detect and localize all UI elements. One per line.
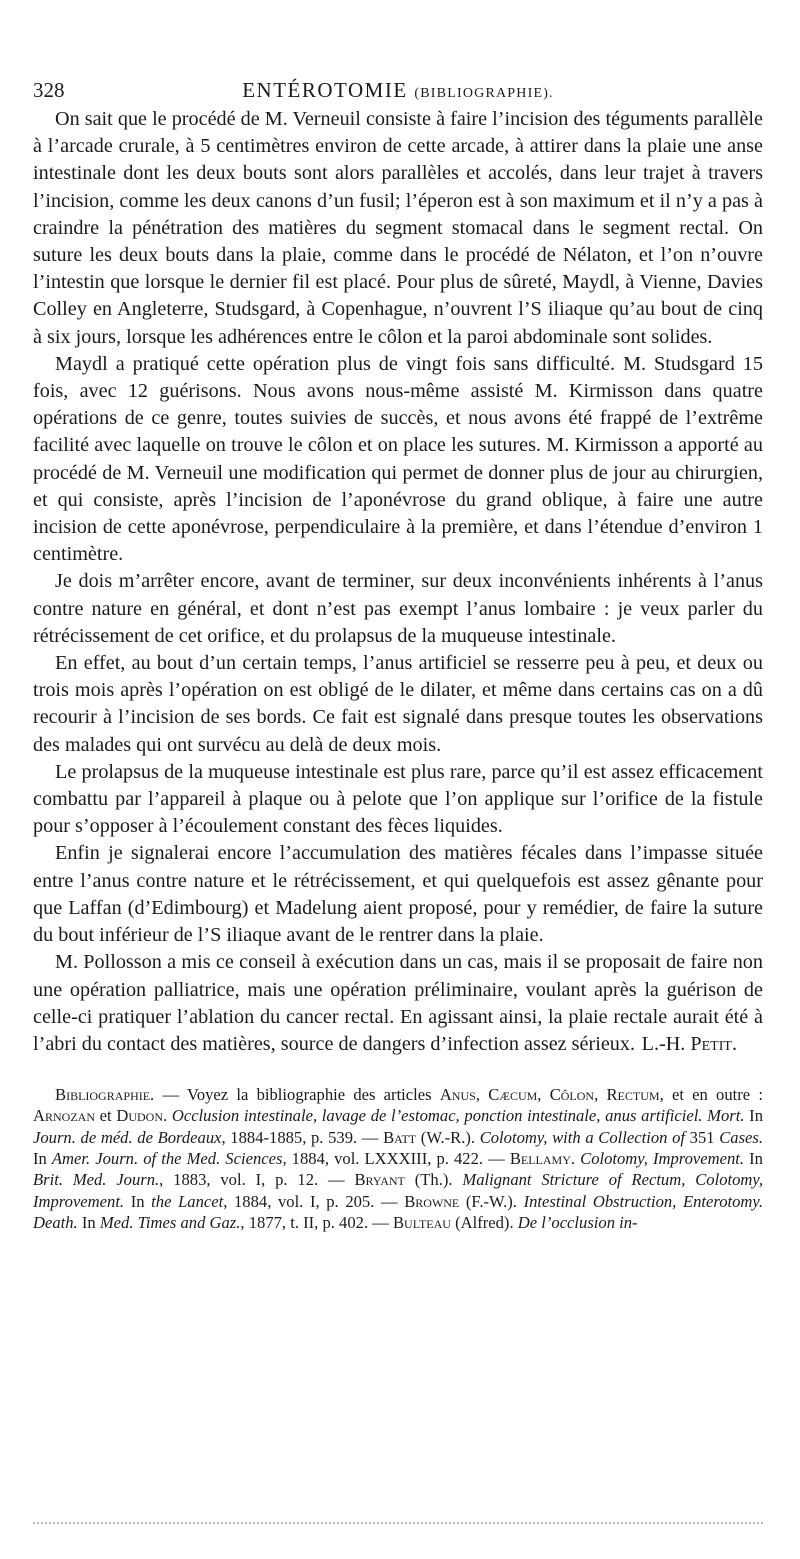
paragraph: M. Pollosson a mis ce conseil à exécution dans un cas, mais il se proposait de faire non une opération palliatrice, mais une opération préliminaire, voulant après la guérison de celle-ci pratiquer l’ablation du cancer rectal. En agissant ainsi, la plaie rectale aurait été à l’abri du contact des matières, source de dangers d’infection assez sérieux.: [33, 951, 763, 1055]
bibliography-title: Occlusion intestinale, lavage de l’estomac, ponction intestinale, anus artificiel. Mort.: [171, 1106, 745, 1126]
bottom-rule: [33, 1522, 763, 1526]
bibliography-text: (W.-R.).: [416, 1127, 480, 1147]
bibliography-author: Dudon: [116, 1106, 163, 1126]
bibliography-title: Journ. de méd. de Bordeaux: [33, 1127, 222, 1147]
bibliography-text: , 1877, t. II, p. 402. —: [240, 1212, 393, 1232]
bibliography-title: the Lancet: [151, 1191, 224, 1211]
bibliography-text: (Alfred).: [450, 1212, 518, 1232]
paragraph: Maydl a pratiqué cette opération plus de vingt fois sans difficulté. M. Studsgard 15 fois, avec 12 guérisons. Nous avons nous-même assisté M. Kirmisson dans quatre opérations de ce genre, toutes suivies de succès, et nous avons été frappé de l’extrême facilité avec laquelle on trouve le côlon et on place les sutures. M. Kirmisson a apporté au procédé de M. Verneuil une modification qui permet de donner plus de jour au chirurgien, et qui consiste, après l’incision de l’aponévrose du grand oblique, à faire une autre incision de cette aponévrose, perpendiculaire à la première, et dans l’étendue d’environ 1 centimètre.: [33, 352, 763, 566]
bibliography-text: et: [94, 1106, 117, 1126]
bibliography-text: 351: [685, 1127, 720, 1147]
bibliography-text: , et en outre :: [659, 1085, 764, 1105]
bibliography-text: (Th.).: [404, 1170, 463, 1190]
bibliography-text: , 1883, vol. I, p. 12. —: [159, 1170, 355, 1190]
bibliography-author: Batt: [383, 1127, 417, 1147]
book-page: [33, 70, 763, 1233]
bibliography-text: .: [570, 1149, 581, 1169]
bibliography-text: In: [744, 1149, 763, 1169]
bibliography-text: In: [124, 1191, 152, 1211]
paragraph: Enfin je signalerai encore l’accumulation des matières fécales dans l’impasse située entre l’anus contre nature et le rétrécissement, et qui quelquefois est assez gênante pour que Laffan (d’Edimbourg) et Madelung aient proposé, pour y remédier, de faire la suture du bout inférieur de l’S iliaque avant de le rentrer dans la plaie.: [33, 842, 763, 947]
bibliography-text: In: [744, 1106, 763, 1126]
bibliography-text: ,: [594, 1085, 607, 1105]
bibliography-text: (F.-W.).: [459, 1191, 524, 1211]
paragraph: Le prolapsus de la muqueuse intestinale est plus rare, parce qu’il est assez efficacement combattu par l’appareil à plaque ou à pelote que l’on applique sur l’orifice de la fistule pour s’opposer à l’écoulement constant des fèces liquides.: [33, 760, 763, 838]
paragraph: Je dois m’arrêter encore, avant de terminer, sur deux inconvénients inhérents à l’anus contre nature en général, et dont n’est pas exempt l’anus lombaire : je veux parler du rétrécissement de cet orifice, et du prolapsus de la muqueuse intestinale.: [33, 570, 763, 647]
bibliography-author: Browne: [404, 1191, 460, 1211]
running-header: [33, 70, 763, 106]
bibliography-author: Anus: [439, 1085, 476, 1105]
bibliography-text: , 1884, vol. I, p. 205. —: [223, 1191, 405, 1211]
running-title-main: ENTÉROTOMIE: [242, 78, 408, 102]
running-title-sub: (BIBLIOGRAPHIE).: [414, 86, 554, 101]
bibliography-title: Med. Times and Gaz.: [99, 1212, 241, 1232]
bibliography-note: [33, 1084, 763, 1233]
bibliography-text: ,: [537, 1085, 550, 1105]
bibliography-text: .: [163, 1106, 172, 1126]
bibliography-text: In: [77, 1212, 100, 1232]
author-signature: L.-H. Petit.: [641, 1032, 737, 1055]
bibliography-title: Colotomy, Improvement.: [580, 1149, 745, 1169]
running-title: [33, 78, 763, 103]
bibliography-title: De l’occlusion in-: [517, 1212, 638, 1232]
bibliography-text: , 1884-1885, p. 539. —: [221, 1127, 384, 1147]
page-number: 328: [33, 78, 65, 102]
bibliography-author: Rectum: [606, 1085, 660, 1105]
bibliography-text: — Voyez la bibliographie des articles: [154, 1085, 440, 1105]
bibliography-text: , 1884, vol. LXXXIII, p. 422. —: [282, 1149, 510, 1169]
bibliography-author: Bryant: [354, 1170, 405, 1190]
bibliography-title: Cases.: [719, 1127, 763, 1147]
bibliography-title: Intestinal Obstruction, Enterotomy. Death.: [33, 1191, 763, 1232]
bibliography-title: Malignant Stricture of Rectum, Colotomy, Improvement.: [33, 1170, 763, 1211]
bibliography-author: Arnozan: [33, 1106, 95, 1126]
body-text: [33, 106, 763, 1058]
paragraph: En effet, au bout d’un certain temps, l’anus artificiel se resserre peu à peu, et deux ou trois mois après l’opération on est obligé de le dilater, et même dans certains cas on a dû recourir à l’incision de ses bords. Ce fait est signalé dans presque toutes les observations des malades qui ont survécu au delà de deux mois.: [33, 652, 763, 756]
paragraph: On sait que le procédé de M. Verneuil consiste à faire l’incision des téguments parallèle à l’arcade crurale, à 5 centimètres environ de cette arcade, à attirer dans la plaie une anse intestinale dont les deux bouts sont alors parallèles et accolés, dans leur trajet à travers l’incision, comme les deux canons d’un fusil; l’éperon est à son maximum et il n’y a pas à craindre la pénétration des matières du segment stomacal dans le segment rectal. On suture les deux bouts dans la plaie, comme dans le procédé de Nélaton, et l’on n’ouvre l’intestin que lorsque le dernier fil est placé. Pour plus de sûreté, Maydl, à Vienne, Davies Colley en Angleterre, Studsgard, à Copenhague, n’ouvrent l’S iliaque qu’au bout de cinq à six jours, lorsque les adhérences entre le côlon et la paroi abdominale sont solides.: [33, 108, 763, 348]
bibliography-author: Bibliographie.: [55, 1085, 155, 1105]
bibliography-text: In: [33, 1149, 52, 1169]
bibliography-author: Bulteau: [392, 1212, 451, 1232]
bibliography-title: Amer. Journ. of the Med. Sciences: [51, 1149, 283, 1169]
bibliography-author: Bellamy: [509, 1149, 571, 1169]
bibliography-title: Colotomy, with a Collection of: [479, 1127, 685, 1147]
bibliography-author: Côlon: [549, 1085, 595, 1105]
bibliography-title: Brit. Med. Journ.: [33, 1170, 160, 1190]
bibliography-author: Cæcum: [488, 1085, 538, 1105]
bibliography-text: ,: [475, 1085, 489, 1105]
